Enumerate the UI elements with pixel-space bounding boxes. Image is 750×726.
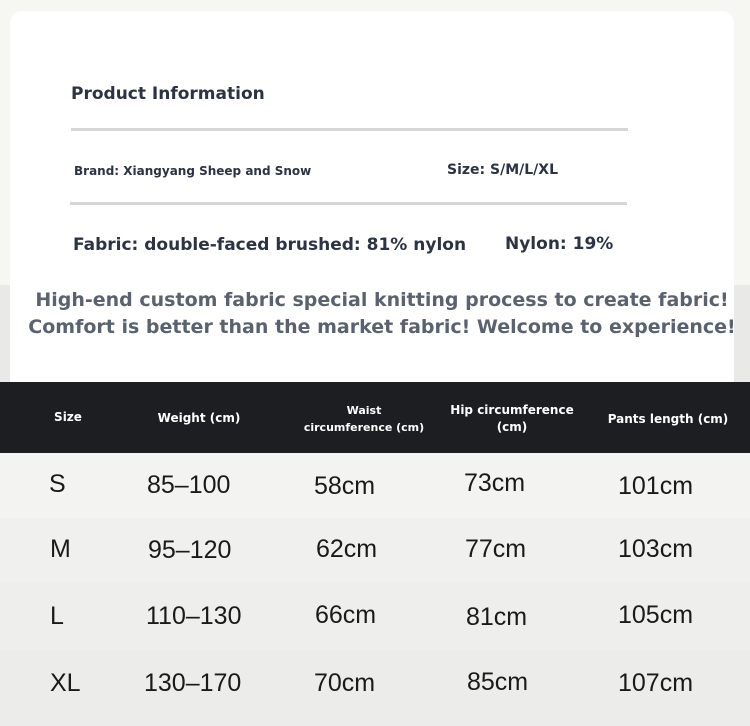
cell-size: S xyxy=(49,470,66,498)
cell-waist: 70cm xyxy=(314,669,376,697)
size-table-header xyxy=(0,382,750,453)
divider xyxy=(70,202,627,205)
cell-weight: 110–130 xyxy=(146,602,242,630)
cell-pants-length: 107cm xyxy=(618,669,694,697)
header-waist-line-2: circumference (cm) xyxy=(303,421,425,434)
header-hip-line-2: (cm) xyxy=(496,420,528,434)
cell-hip: 85cm xyxy=(467,668,529,696)
cell-hip: 81cm xyxy=(466,603,528,631)
brand-text: Brand: Xiangyang Sheep and Snow xyxy=(74,164,312,178)
cell-weight: 85–100 xyxy=(147,471,231,499)
cell-pants-length: 101cm xyxy=(618,472,694,500)
product-description xyxy=(10,287,750,341)
header-hip-line-1: Hip circumference xyxy=(450,403,574,417)
cell-weight: 95–120 xyxy=(148,536,232,564)
nylon-text: Nylon: 19% xyxy=(505,234,614,254)
table-row xyxy=(0,650,750,726)
cell-hip: 73cm xyxy=(464,469,526,497)
cell-hip: 77cm xyxy=(465,535,527,563)
cell-size: L xyxy=(50,602,64,630)
description-line-1: High-end custom fabric special knitting process to create fabric! xyxy=(35,289,729,311)
header-weight: Weight (cm) xyxy=(157,411,241,425)
description-line-2: Comfort is better than the market fabric! Welcome to experience! xyxy=(28,316,736,338)
cell-weight: 130–170 xyxy=(144,669,242,697)
size-text: Size: S/M/L/XL xyxy=(447,162,558,178)
cell-waist: 62cm xyxy=(316,535,378,563)
product-info-title: Product Information xyxy=(71,84,265,104)
cell-pants-length: 105cm xyxy=(618,601,694,629)
header-waist-line-1: Waist xyxy=(346,404,382,417)
header-waist xyxy=(304,402,424,436)
product-info-card xyxy=(10,11,734,401)
cell-size: XL xyxy=(50,669,81,697)
cell-pants-length: 103cm xyxy=(618,535,694,563)
divider xyxy=(71,128,628,131)
cell-waist: 66cm xyxy=(315,601,377,629)
cell-size: M xyxy=(50,535,71,563)
table-row xyxy=(0,583,750,650)
header-pants-length: Pants length (cm) xyxy=(607,412,729,426)
fabric-text: Fabric: double-faced brushed: 81% nylon xyxy=(73,235,467,255)
table-row xyxy=(0,519,750,583)
table-row xyxy=(0,453,750,519)
cell-waist: 58cm xyxy=(314,472,376,500)
header-size: Size xyxy=(54,410,82,424)
header-hip xyxy=(450,402,573,436)
